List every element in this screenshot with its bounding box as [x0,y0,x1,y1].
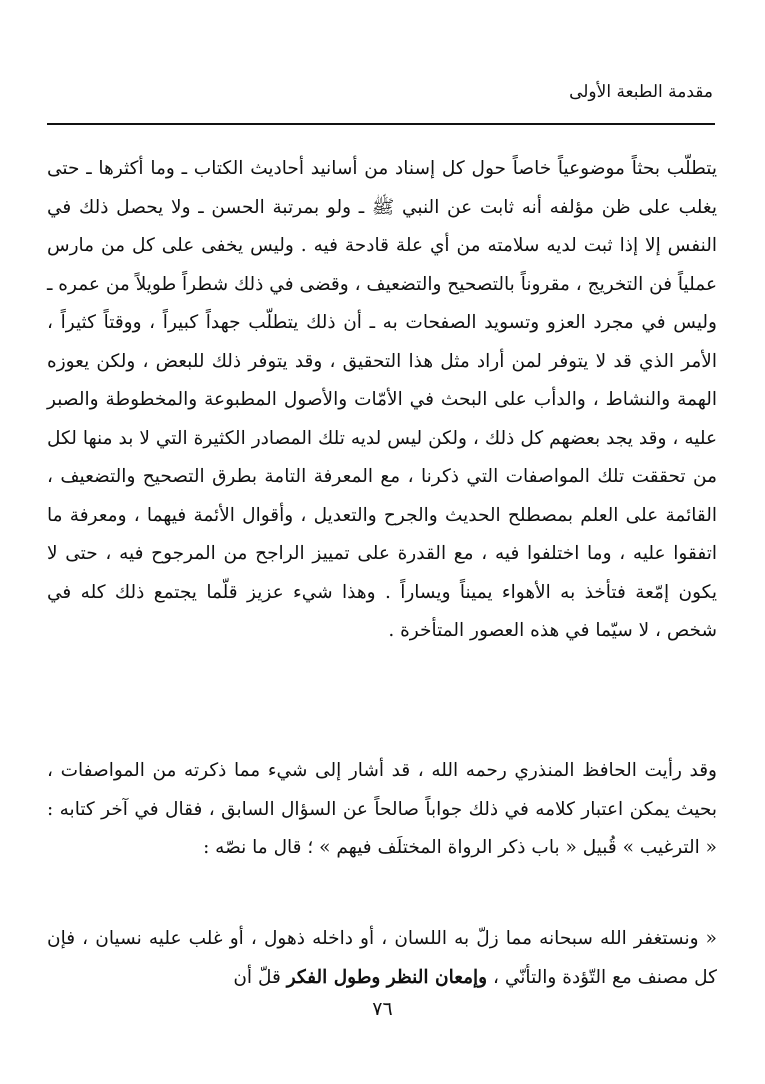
page-number: ٧٦ [372,998,393,1020]
header-divider [47,123,715,125]
quote-text-start: « ونستغفر الله سبحانه مما زلّ به اللسان ، أو داخله ذهول ، أو غلب عليه نسيان ، فإن كل مصنف مع التّؤدة والتأنّي ، [47,928,717,988]
paragraph-3-quote [47,920,717,997]
paragraph-2: وقد رأيت الحافظ المنذري رحمه الله ، قد أشار إلى شيء مما ذكرته من المواصفات ، بحيث يمكن اعتبار كلامه في ذلك جواباً صالحاً عن السؤال السابق ، فقال في آخر كتابه : « الترغيب » قُبيل « باب ذكر الرواة المختلَف فيهم » ؛ قال ما نصّه : [47,760,717,858]
paragraph-1: يتطلّب بحثاً موضوعياً خاصاً حول كل إسناد من أسانيد أحاديث الكتاب ـ وما أكثرها ـ حتى يغلب على ظن مؤلفه أنه ثابت عن النبي ﷺ ـ ولو بمرتبة الحسن ـ ولا يحصل ذلك في النفس إلا إذا ثبت لديه سلامته من أي علة قادحة فيه . وليس يخفى على كل من مارس عملياً فن التخريج ، مقروناً بالتصحيح والتضعيف ، وقضى في ذلك شطراً طويلاً من عمره ـ وليس في مجرد العزو وتسويد الصفحات به ـ أن ذلك يتطلّب جهداً كبيراً ، ووقتاً كثيراً ، الأمر الذي قد لا يتوفر لمن أراد مثل هذا التحقيق ، وقد يتوفر ذلك للبعض ، ولكن يعوزه الهمة والنشاط ، والدأب على البحث في الأمّات والأصول المطبوعة والمخطوطة والصبر عليه ، وقد يجد بعضهم كل ذلك ، ولكن ليس لديه تلك المصادر الكثيرة التي لا بد منها لكل من تحققت تلك المواصفات التي ذكرنا ، مع المعرفة التامة بطرق التصحيح والتضعيف ، القائمة على العلم بمصطلح الحديث والجرح والتعديل ، وأقوال الأئمة فيهما ، ومعرفة ما اتفقوا عليه ، وما اختلفوا فيه ، مع القدرة على تمييز الراجح من المرجوح فيه ، حتى لا يكون إمّعة فتأخذ به الأهواء يميناً ويساراً . وهذا شيء عزيز قلّما يجتمع ذلك كله في شخص ، لا سيّما في هذه العصور المتأخرة . [47,158,717,641]
quote-bold-phrase: وإمعان النظر وطول الفكر [286,966,488,988]
quote-text-end: قلّ أن [233,966,281,988]
running-header: مقدمة الطبعة الأولى [569,82,713,102]
